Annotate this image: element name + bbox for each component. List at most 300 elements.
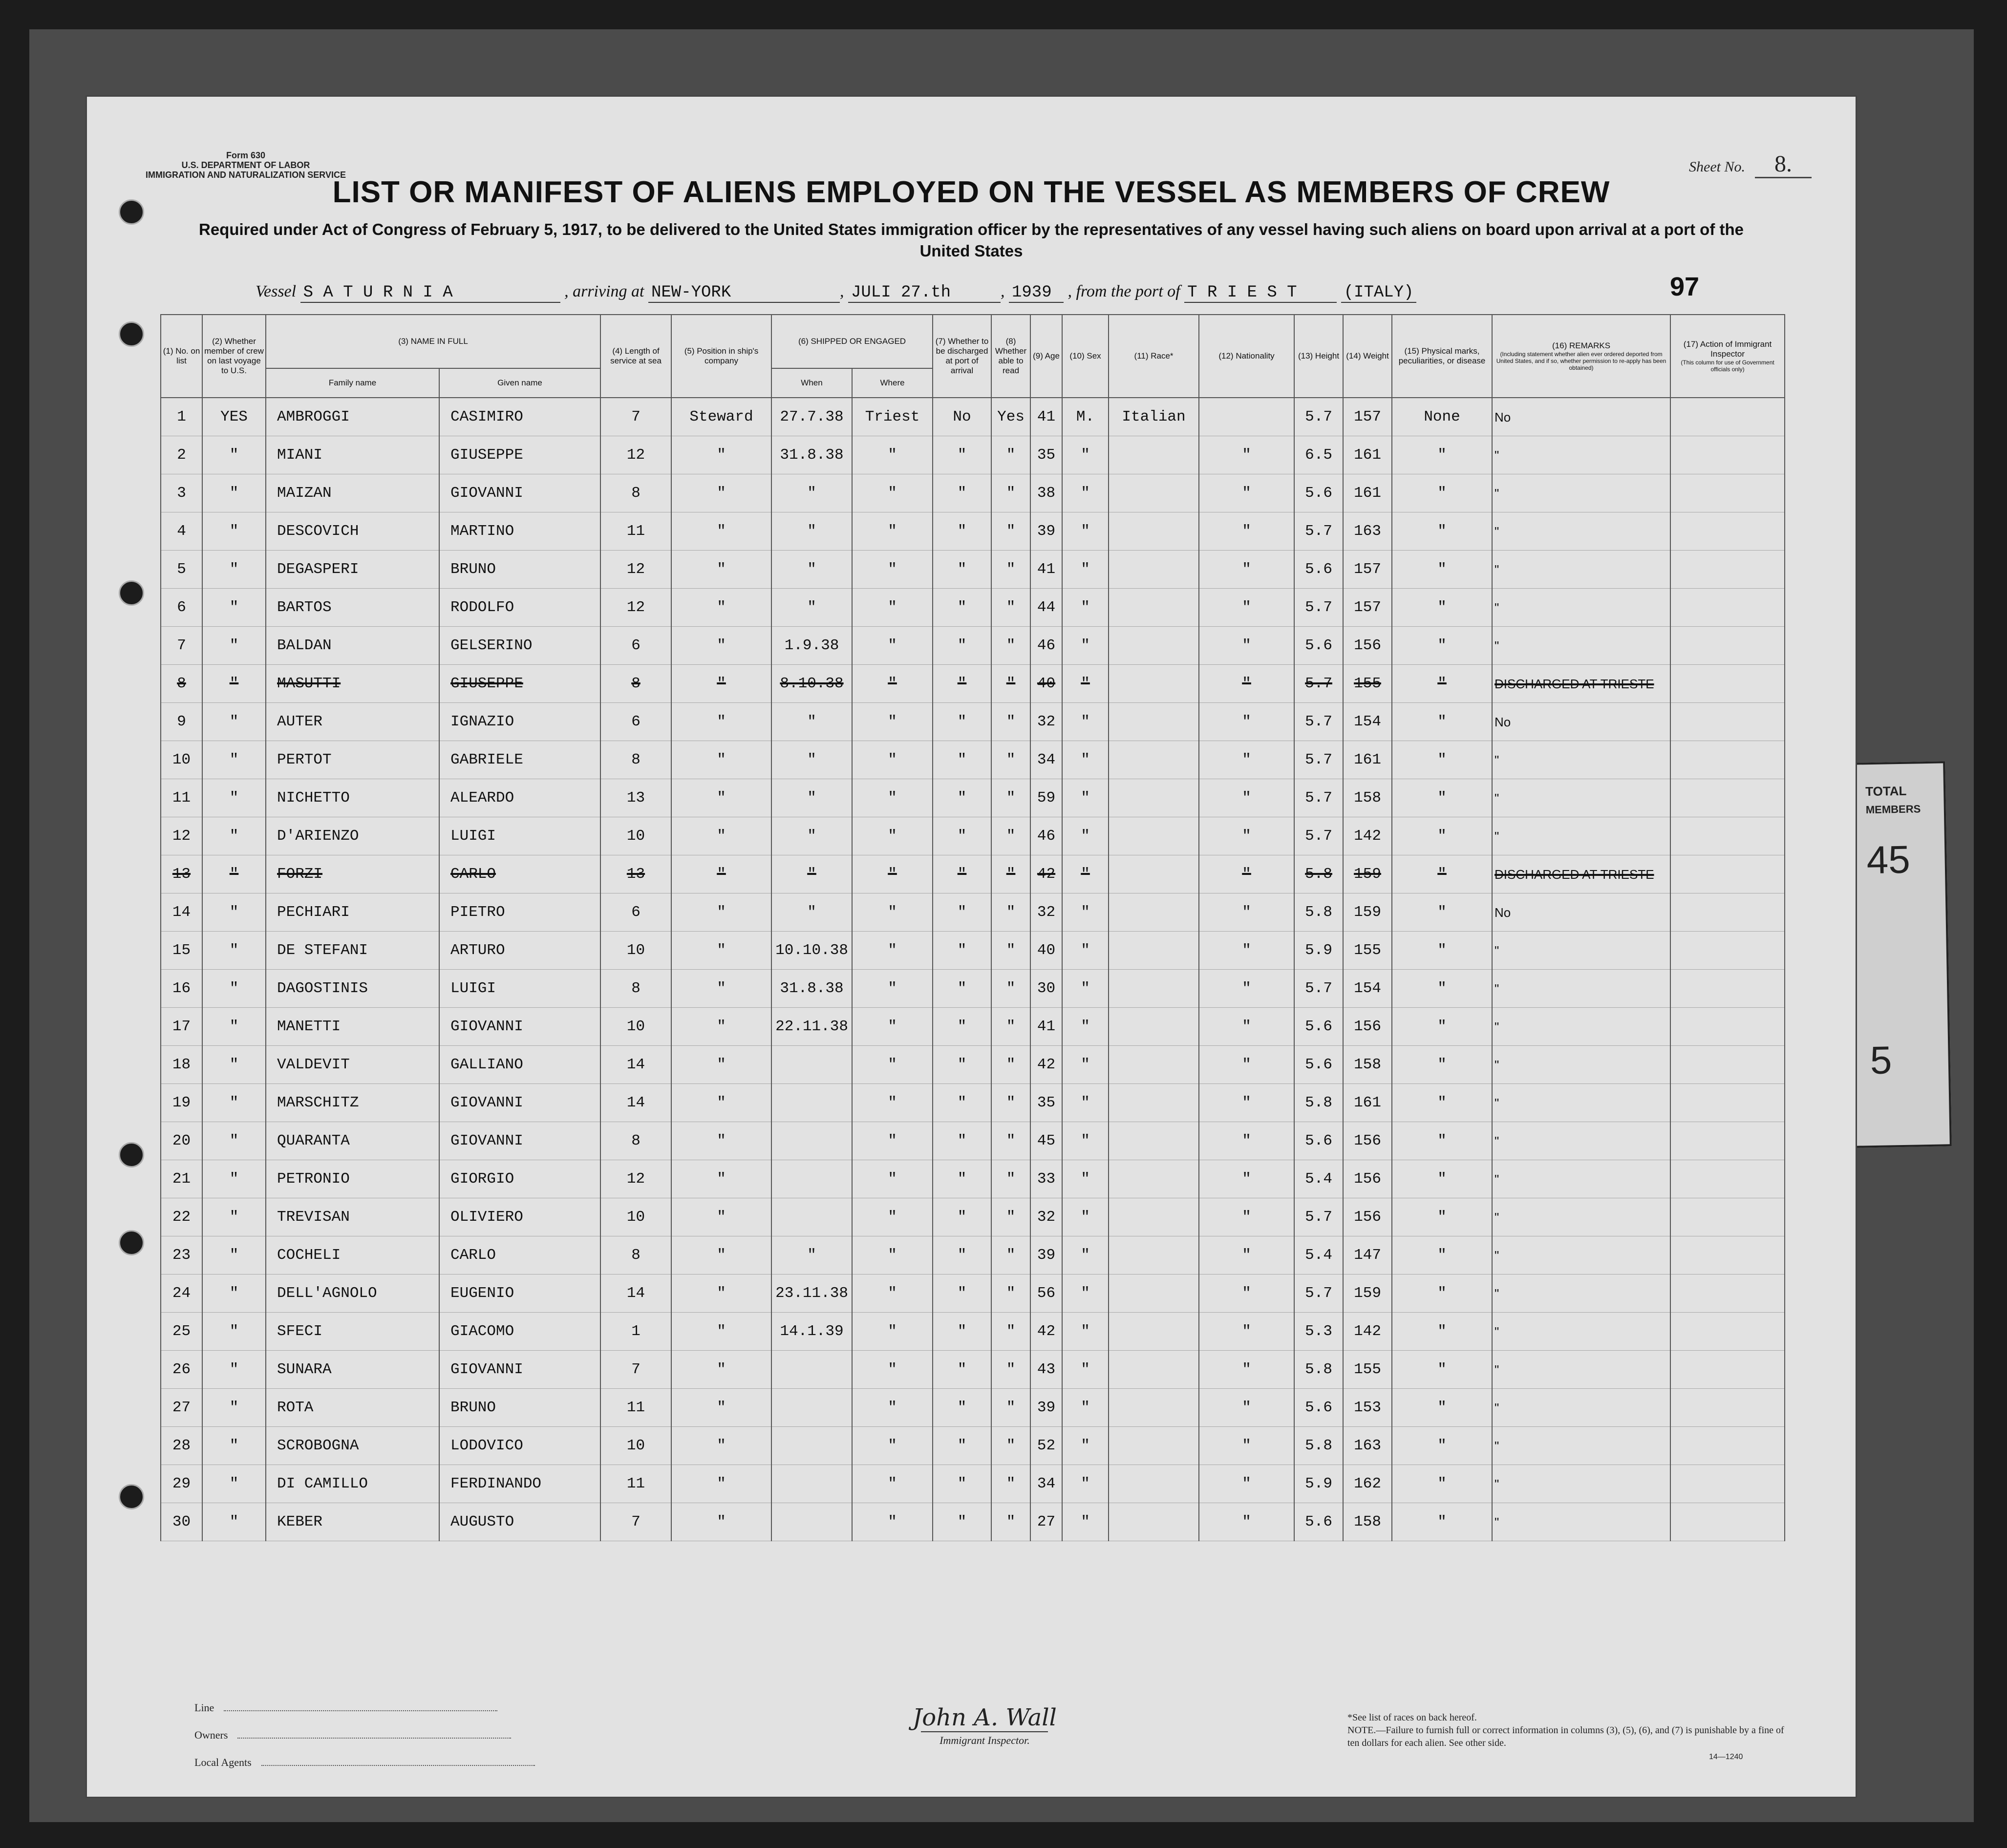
cell-weight: 154 (1343, 970, 1392, 1008)
cell-discharge: " (933, 665, 991, 703)
cell-shipped-when: " (771, 1236, 852, 1274)
cell-family-name: VALDEVIT (266, 1046, 439, 1084)
cell-remarks: " (1492, 1351, 1670, 1389)
cell-able-to-read: " (991, 1351, 1030, 1389)
cell-family-name: COCHELI (266, 1236, 439, 1274)
cell-family-name: DI CAMILLO (266, 1465, 439, 1503)
cell-physical-marks: " (1392, 474, 1492, 512)
cell-height: 6.5 (1294, 436, 1343, 474)
remarks-note: (Including statement whether alien ever ordered deported from United States, and if so, whether permission to re-apply has been obtained) (1496, 351, 1666, 371)
cell-position: Steward (671, 398, 771, 436)
cell-position: " (671, 627, 771, 665)
arrival-port: NEW-YORK (648, 283, 840, 303)
cell-physical-marks: " (1392, 703, 1492, 741)
cell-weight: 156 (1343, 627, 1392, 665)
cell-service-length: 12 (600, 1160, 671, 1198)
cell-height: 5.3 (1294, 1313, 1343, 1351)
table-row (161, 436, 1785, 474)
department-name: U.S. DEPARTMENT OF LABOR (181, 160, 310, 170)
cell-race (1109, 1351, 1199, 1389)
cell-position: " (671, 1351, 771, 1389)
cell-shipped-when: " (771, 741, 852, 779)
cell-race (1109, 1274, 1199, 1313)
footer-line-field (194, 1694, 535, 1721)
signature-name: John A. Wall (913, 1704, 1057, 1731)
cell-inspector-action (1670, 893, 1785, 932)
cell-service-length: 8 (600, 970, 671, 1008)
cell-nationality: " (1199, 779, 1294, 817)
action-note: (This column for use of Government officials only) (1681, 359, 1774, 373)
cell-height: 5.6 (1294, 474, 1343, 512)
cell-remarks: " (1492, 512, 1670, 551)
cell-family-name: MANETTI (266, 1008, 439, 1046)
cell-nationality: " (1199, 1198, 1294, 1236)
cell-height: 5.7 (1294, 398, 1343, 436)
cell-sex: " (1062, 1122, 1109, 1160)
cell-physical-marks: " (1392, 665, 1492, 703)
cell-age: 33 (1030, 1160, 1062, 1198)
cell-able-to-read: " (991, 627, 1030, 665)
cell-row-number: 24 (161, 1274, 202, 1313)
cell-nationality: " (1199, 474, 1294, 512)
action-title: (17) Action of Immigrant Inspector (1683, 340, 1772, 359)
cell-shipped-where: " (852, 512, 933, 551)
cell-sex: " (1062, 551, 1109, 589)
cell-physical-marks: " (1392, 1122, 1492, 1160)
cell-row-number: 20 (161, 1122, 202, 1160)
col-header-service: (4) Length of service at sea (600, 315, 671, 398)
cell-shipped-where: " (852, 893, 933, 932)
cell-inspector-action (1670, 1274, 1785, 1313)
cell-weight: 163 (1343, 512, 1392, 551)
cell-remarks: " (1492, 627, 1670, 665)
cell-remarks: " (1492, 932, 1670, 970)
col-header-when: When (771, 368, 852, 398)
cell-remarks: " (1492, 1160, 1670, 1198)
penalty-note: NOTE.—Failure to furnish full or correct information in columns (3), (5), (6), and (7) is punishable by a fine of ten dollars for each alien. See other side. (1347, 1725, 1784, 1748)
cell-age: 30 (1030, 970, 1062, 1008)
cell-shipped-when: " (771, 703, 852, 741)
cell-sex: M. (1062, 398, 1109, 436)
cell-race (1109, 741, 1199, 779)
cell-family-name: MAIZAN (266, 474, 439, 512)
cell-height: 5.7 (1294, 779, 1343, 817)
cell-inspector-action (1670, 1160, 1785, 1198)
cell-age: 46 (1030, 817, 1062, 855)
tally-value-total: 45 (1866, 837, 1911, 882)
cell-race (1109, 932, 1199, 970)
cell-discharge: " (933, 512, 991, 551)
cell-height: 5.4 (1294, 1236, 1343, 1274)
inspector-signature (913, 1704, 1057, 1747)
cell-shipped-when: " (771, 551, 852, 589)
cell-physical-marks: " (1392, 1313, 1492, 1351)
manifest-sheet (85, 95, 1857, 1798)
cell-inspector-action (1670, 1084, 1785, 1122)
cell-weight: 142 (1343, 817, 1392, 855)
table-row (161, 779, 1785, 817)
cell-sex: " (1062, 1008, 1109, 1046)
cell-row-number: 18 (161, 1046, 202, 1084)
cell-shipped-where: " (852, 1351, 933, 1389)
cell-shipped-where: " (852, 436, 933, 474)
cell-able-to-read: " (991, 932, 1030, 970)
cell-nationality: " (1199, 1160, 1294, 1198)
cell-race (1109, 893, 1199, 932)
cell-remarks: " (1492, 779, 1670, 817)
cell-position: " (671, 1503, 771, 1541)
cell-discharge: " (933, 1236, 991, 1274)
cell-given-name: GELSERINO (439, 627, 600, 665)
cell-position: " (671, 1427, 771, 1465)
cell-race (1109, 627, 1199, 665)
cell-discharge: " (933, 1046, 991, 1084)
cell-weight: 161 (1343, 1084, 1392, 1122)
table-row (161, 1465, 1785, 1503)
cell-able-to-read: " (991, 1427, 1030, 1465)
table-row (161, 551, 1785, 589)
cell-remarks: " (1492, 1198, 1670, 1236)
cell-nationality: " (1199, 436, 1294, 474)
cell-weight: 157 (1343, 398, 1392, 436)
table-row (161, 512, 1785, 551)
cell-given-name: LUIGI (439, 970, 600, 1008)
cell-race (1109, 817, 1199, 855)
cell-row-number: 29 (161, 1465, 202, 1503)
cell-remarks: " (1492, 474, 1670, 512)
cell-nationality: " (1199, 1427, 1294, 1465)
cell-shipped-where: " (852, 932, 933, 970)
cell-sex: " (1062, 855, 1109, 893)
cell-family-name: SFECI (266, 1313, 439, 1351)
agents-label: Local Agents (194, 1756, 252, 1768)
cell-shipped-when: 23.11.38 (771, 1274, 852, 1313)
cell-age: 43 (1030, 1351, 1062, 1389)
cell-remarks: " (1492, 1465, 1670, 1503)
cell-remarks: " (1492, 970, 1670, 1008)
cell-age: 34 (1030, 741, 1062, 779)
col-header-where: Where (852, 368, 933, 398)
cell-discharge: " (933, 1351, 991, 1389)
cell-remarks: " (1492, 1313, 1670, 1351)
cell-shipped-when (771, 1160, 852, 1198)
cell-position: " (671, 1274, 771, 1313)
col-header-read: (8) Whether able to read (991, 315, 1030, 398)
cell-inspector-action (1670, 1351, 1785, 1389)
cell-discharge: " (933, 1313, 991, 1351)
col-header-family-name: Family name (266, 368, 439, 398)
cell-race (1109, 1389, 1199, 1427)
cell-physical-marks: " (1392, 855, 1492, 893)
table-row (161, 1160, 1785, 1198)
footer-agents-field (194, 1749, 535, 1776)
cell-age: 40 (1030, 932, 1062, 970)
cell-service-length: 8 (600, 665, 671, 703)
cell-sex: " (1062, 779, 1109, 817)
cell-physical-marks: " (1392, 1236, 1492, 1274)
cell-race (1109, 1198, 1199, 1236)
cell-race (1109, 970, 1199, 1008)
cell-shipped-when: " (771, 512, 852, 551)
form-number: Form 630 (226, 150, 266, 160)
tally-label-members: MEMBERS (1865, 803, 1921, 816)
cell-height: 5.7 (1294, 665, 1343, 703)
footer-fields (194, 1694, 535, 1776)
cell-race (1109, 665, 1199, 703)
cell-given-name: OLIVIERO (439, 1198, 600, 1236)
cell-service-length: 14 (600, 1084, 671, 1122)
cell-position: " (671, 1313, 771, 1351)
cell-shipped-when: 14.1.39 (771, 1313, 852, 1351)
cell-prev-voyage: " (202, 932, 266, 970)
cell-prev-voyage: " (202, 893, 266, 932)
cell-inspector-action (1670, 970, 1785, 1008)
cell-weight: 155 (1343, 665, 1392, 703)
cell-shipped-when (771, 1198, 852, 1236)
cell-row-number: 21 (161, 1160, 202, 1198)
cell-discharge: " (933, 1389, 991, 1427)
cell-discharge: " (933, 551, 991, 589)
cell-remarks: No (1492, 703, 1670, 741)
cell-position: " (671, 1046, 771, 1084)
cell-able-to-read: " (991, 779, 1030, 817)
cell-age: 59 (1030, 779, 1062, 817)
cell-shipped-where: " (852, 1236, 933, 1274)
crew-manifest-table (160, 314, 1785, 1541)
cell-able-to-read: Yes (991, 398, 1030, 436)
cell-row-number: 14 (161, 893, 202, 932)
cell-position: " (671, 855, 771, 893)
cell-weight: 158 (1343, 1503, 1392, 1541)
table-row (161, 1008, 1785, 1046)
cell-prev-voyage: " (202, 512, 266, 551)
cell-physical-marks: " (1392, 1389, 1492, 1427)
cell-inspector-action (1670, 627, 1785, 665)
col-header-prev-voyage: (2) Whether member of crew on last voyage to U.S. (202, 315, 266, 398)
cell-physical-marks: " (1392, 1503, 1492, 1541)
col-header-sex: (10) Sex (1062, 315, 1109, 398)
cell-nationality: " (1199, 855, 1294, 893)
cell-row-number: 16 (161, 970, 202, 1008)
cell-physical-marks: " (1392, 1351, 1492, 1389)
cell-able-to-read: " (991, 1122, 1030, 1160)
table-row (161, 665, 1785, 703)
cell-shipped-when (771, 1427, 852, 1465)
side-tally-card (1848, 761, 1952, 1147)
cell-nationality: " (1199, 741, 1294, 779)
cell-given-name: GIACOMO (439, 1313, 600, 1351)
cell-able-to-read: " (991, 817, 1030, 855)
cell-height: 5.7 (1294, 817, 1343, 855)
cell-inspector-action (1670, 932, 1785, 970)
cell-given-name: GIUSEPPE (439, 665, 600, 703)
cell-race (1109, 1236, 1199, 1274)
cell-able-to-read: " (991, 703, 1030, 741)
cell-row-number: 10 (161, 741, 202, 779)
cell-service-length: 12 (600, 589, 671, 627)
punch-hole (119, 1484, 144, 1509)
cell-remarks: " (1492, 741, 1670, 779)
table-row (161, 627, 1785, 665)
cell-inspector-action (1670, 436, 1785, 474)
cell-race (1109, 589, 1199, 627)
handwritten-number: 97 (1670, 272, 1700, 301)
cell-shipped-where: " (852, 817, 933, 855)
cell-position: " (671, 589, 771, 627)
cell-service-length: 7 (600, 398, 671, 436)
col-header-height: (13) Height (1294, 315, 1343, 398)
cell-race (1109, 1008, 1199, 1046)
vessel-line: Vessel S A T U R N I A , arriving at NEW-YORK , JULI 27.th , 1939 , from the port of T R I E S T (ITALY) (256, 282, 1416, 303)
cell-physical-marks: " (1392, 779, 1492, 817)
cell-given-name: LUIGI (439, 817, 600, 855)
cell-physical-marks: " (1392, 1274, 1492, 1313)
cell-discharge: " (933, 1084, 991, 1122)
cell-height: 5.4 (1294, 1160, 1343, 1198)
cell-prev-voyage: YES (202, 398, 266, 436)
cell-shipped-when: " (771, 589, 852, 627)
cell-given-name: AUGUSTO (439, 1503, 600, 1541)
cell-family-name: BALDAN (266, 627, 439, 665)
cell-shipped-when (771, 1351, 852, 1389)
cell-prev-voyage: " (202, 855, 266, 893)
cell-physical-marks: " (1392, 932, 1492, 970)
cell-physical-marks: " (1392, 1084, 1492, 1122)
cell-family-name: MASUTTI (266, 665, 439, 703)
cell-able-to-read: " (991, 1503, 1030, 1541)
table-row (161, 398, 1785, 436)
cell-family-name: DAGOSTINIS (266, 970, 439, 1008)
vessel-label: Vessel (256, 282, 297, 300)
cell-discharge: " (933, 855, 991, 893)
cell-service-length: 8 (600, 1236, 671, 1274)
cell-sex: " (1062, 1084, 1109, 1122)
cell-prev-voyage: " (202, 1236, 266, 1274)
cell-inspector-action (1670, 1503, 1785, 1541)
cell-remarks: DISCHARGED AT TRIESTE (1492, 665, 1670, 703)
cell-given-name: CARLO (439, 855, 600, 893)
cell-service-length: 8 (600, 741, 671, 779)
cell-prev-voyage: " (202, 1008, 266, 1046)
cell-age: 42 (1030, 1046, 1062, 1084)
cell-remarks: " (1492, 1236, 1670, 1274)
cell-shipped-where: " (852, 741, 933, 779)
cell-service-length: 10 (600, 1198, 671, 1236)
cell-row-number: 7 (161, 627, 202, 665)
cell-height: 5.7 (1294, 741, 1343, 779)
cell-given-name: ALEARDO (439, 779, 600, 817)
cell-given-name: MARTINO (439, 512, 600, 551)
cell-position: " (671, 1236, 771, 1274)
cell-inspector-action (1670, 1427, 1785, 1465)
cell-weight: 159 (1343, 893, 1392, 932)
cell-discharge: " (933, 1503, 991, 1541)
cell-sex: " (1062, 741, 1109, 779)
cell-family-name: FORZI (266, 855, 439, 893)
col-header-nationality: (12) Nationality (1199, 315, 1294, 398)
cell-shipped-when: 27.7.38 (771, 398, 852, 436)
cell-shipped-where: " (852, 1008, 933, 1046)
crew-rows (161, 398, 1785, 1541)
cell-weight: 161 (1343, 741, 1392, 779)
cell-position: " (671, 779, 771, 817)
cell-sex: " (1062, 1313, 1109, 1351)
cell-physical-marks: " (1392, 589, 1492, 627)
punch-hole (119, 1230, 144, 1255)
cell-age: 42 (1030, 855, 1062, 893)
table-row (161, 1389, 1785, 1427)
cell-row-number: 22 (161, 1198, 202, 1236)
cell-service-length: 11 (600, 1465, 671, 1503)
cell-prev-voyage: " (202, 1351, 266, 1389)
tally-value-second: 5 (1869, 1038, 1893, 1083)
cell-race (1109, 474, 1199, 512)
cell-position: " (671, 512, 771, 551)
cell-nationality: " (1199, 551, 1294, 589)
cell-physical-marks: " (1392, 551, 1492, 589)
cell-sex: " (1062, 512, 1109, 551)
cell-given-name: LODOVICO (439, 1427, 600, 1465)
cell-service-length: 11 (600, 512, 671, 551)
cell-service-length: 10 (600, 932, 671, 970)
service-name: IMMIGRATION AND NATURALIZATION SERVICE (146, 170, 346, 180)
cell-discharge: " (933, 436, 991, 474)
col-header-weight: (14) Weight (1343, 315, 1392, 398)
cell-age: 41 (1030, 551, 1062, 589)
cell-remarks: " (1492, 1274, 1670, 1313)
cell-remarks: " (1492, 1122, 1670, 1160)
cell-race: Italian (1109, 398, 1199, 436)
cell-physical-marks: " (1392, 817, 1492, 855)
footer-notes (1347, 1711, 1787, 1749)
cell-row-number: 11 (161, 779, 202, 817)
cell-height: 5.8 (1294, 1084, 1343, 1122)
cell-prev-voyage: " (202, 970, 266, 1008)
cell-race (1109, 1084, 1199, 1122)
cell-shipped-when: " (771, 817, 852, 855)
cell-weight: 163 (1343, 1427, 1392, 1465)
cell-service-length: 10 (600, 1008, 671, 1046)
cell-shipped-where: " (852, 1503, 933, 1541)
cell-family-name: TREVISAN (266, 1198, 439, 1236)
departure-port: T R I E S T (1184, 283, 1337, 303)
cell-shipped-when (771, 1084, 852, 1122)
cell-service-length: 7 (600, 1503, 671, 1541)
cell-family-name: AUTER (266, 703, 439, 741)
cell-row-number: 3 (161, 474, 202, 512)
cell-row-number: 15 (161, 932, 202, 970)
cell-shipped-when: 31.8.38 (771, 970, 852, 1008)
cell-prev-voyage: " (202, 436, 266, 474)
cell-family-name: PETRONIO (266, 1160, 439, 1198)
cell-family-name: DESCOVICH (266, 512, 439, 551)
cell-sex: " (1062, 1465, 1109, 1503)
table-row (161, 1198, 1785, 1236)
cell-race (1109, 436, 1199, 474)
cell-service-length: 10 (600, 817, 671, 855)
cell-family-name: SUNARA (266, 1351, 439, 1389)
cell-physical-marks: None (1392, 398, 1492, 436)
cell-given-name: GIOVANNI (439, 1122, 600, 1160)
arrival-year: 1939 (1009, 283, 1064, 303)
race-note: *See list of races on back hereof. (1347, 1712, 1477, 1723)
cell-prev-voyage: " (202, 1046, 266, 1084)
cell-sex: " (1062, 932, 1109, 970)
cell-prev-voyage: " (202, 1503, 266, 1541)
cell-service-length: 14 (600, 1046, 671, 1084)
cell-service-length: 8 (600, 474, 671, 512)
cell-able-to-read: " (991, 551, 1030, 589)
